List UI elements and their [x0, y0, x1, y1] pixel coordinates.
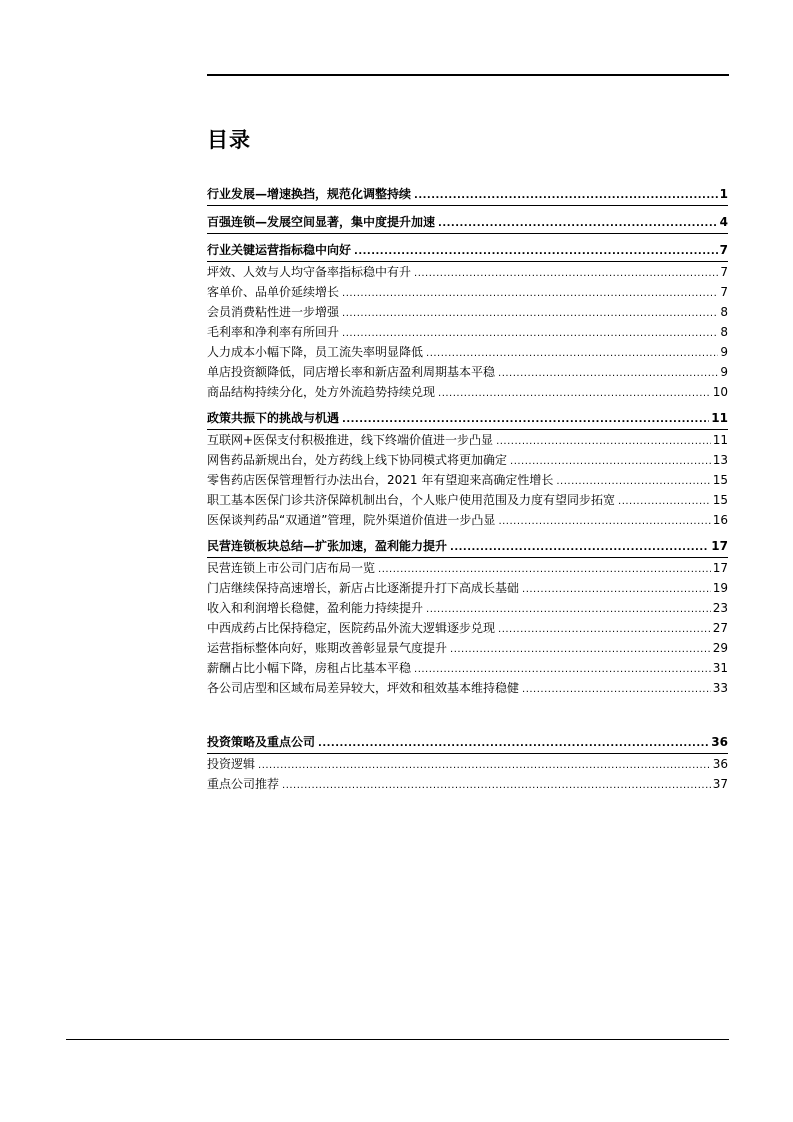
toc-entry[interactable]: [207, 262, 728, 282]
dot-leader: [522, 580, 711, 600]
toc-section: [207, 184, 728, 206]
toc-entry-label: 各公司店型和区域布局差异较大，坪效和租效基本维持稳健: [207, 681, 520, 695]
toc-page-number: 19: [712, 581, 728, 595]
toc-entry-label: 会员消费粘性进一步增强: [207, 305, 340, 319]
toc-entry[interactable]: [207, 302, 728, 322]
toc-entry[interactable]: [207, 558, 728, 578]
toc-entry-label: 收入和利润增长稳健，盈利能力持续提升: [207, 601, 424, 615]
toc-entry-label: 门店继续保持高速增长，新店占比逐渐提升打下高成长基础: [207, 581, 520, 595]
dot-leader: [414, 264, 718, 284]
header-rule: [207, 74, 729, 76]
dot-leader: [258, 756, 711, 776]
toc-page-number: 31: [712, 661, 728, 675]
toc-entry-label: 中西成药占比保持稳定，医院药品外流大逻辑逐步兑现: [207, 621, 496, 635]
dot-leader: [342, 409, 709, 430]
dot-leader: [426, 600, 711, 620]
toc-entry-label: 职工基本医保门诊共济保障机制出台，个人账户使用范围及力度有望同步拓宽: [207, 493, 616, 507]
toc-page-number: 29: [712, 641, 728, 655]
dot-leader: [342, 284, 718, 304]
toc-section-heading[interactable]: [207, 212, 728, 233]
dot-leader: [282, 776, 711, 796]
toc-entry-label: 坪效、人效与人均守备率指标稳中有升: [207, 265, 412, 279]
toc-page-number: 11: [712, 433, 728, 447]
toc-page-number: 9: [720, 345, 728, 359]
toc-page-number: 9: [720, 365, 728, 379]
toc-page-number: 27: [712, 621, 728, 635]
toc-entry[interactable]: [207, 774, 728, 794]
toc-entry[interactable]: [207, 450, 728, 470]
toc-entry[interactable]: [207, 430, 728, 450]
toc-page-number: 17: [712, 561, 728, 575]
toc-section-heading[interactable]: [207, 536, 728, 557]
toc-entry[interactable]: [207, 382, 728, 402]
toc-page-number: 33: [712, 681, 728, 695]
dot-leader: [510, 452, 711, 472]
toc-page-number: 7: [720, 265, 728, 279]
dot-leader: [354, 241, 718, 262]
toc-entry-label: 投资策略及重点公司: [207, 735, 316, 749]
toc-page-number: 1: [719, 187, 728, 201]
toc-entry-label: 民营连锁上市公司门店布局一览: [207, 561, 376, 575]
dot-leader: [378, 560, 711, 580]
toc-page-number: 13: [712, 453, 728, 467]
dot-leader: [438, 384, 711, 404]
toc-entry[interactable]: [207, 678, 728, 698]
toc-page-number: 16: [712, 513, 728, 527]
toc-section-heading[interactable]: [207, 732, 728, 753]
toc-entry[interactable]: [207, 282, 728, 302]
toc-page-number: 7: [720, 285, 728, 299]
toc-page-number: 36: [711, 735, 728, 749]
toc-page-number: 17: [711, 539, 728, 553]
toc-section: [207, 408, 728, 530]
dot-leader: [414, 185, 718, 206]
toc-entry-label: 政策共振下的挑战与机遇: [207, 411, 340, 425]
toc-entry-label: 运营指标整体向好，账期改善彰显景气度提升: [207, 641, 448, 655]
toc-page-number: 7: [719, 243, 728, 257]
toc-entry-label: 人力成本小幅下降，员工流失率明显降低: [207, 345, 424, 359]
dot-leader: [438, 213, 718, 234]
toc-entry-label: 网售药品新规出台，处方药线上线下协同模式将更加确定: [207, 453, 508, 467]
toc-entry-label: 零售药店医保管理暂行办法出台，2021 年有望迎来高确定性增长: [207, 473, 554, 487]
toc-entry[interactable]: [207, 598, 728, 618]
toc-page-number: 23: [712, 601, 728, 615]
toc-entry[interactable]: [207, 362, 728, 382]
toc-entry[interactable]: [207, 618, 728, 638]
toc-entry-label: 单店投资额降低，同店增长率和新店盈利周期基本平稳: [207, 365, 496, 379]
toc-entry-label: 重点公司推荐: [207, 777, 280, 791]
toc-entry-label: 百强连锁—发展空间显著，集中度提升加速: [207, 215, 436, 229]
toc-page-number: 15: [712, 473, 728, 487]
toc-page-number: 4: [719, 215, 728, 229]
toc-page-number: 8: [720, 305, 728, 319]
toc-entry-label: 毛利率和净利率有所回升: [207, 325, 340, 339]
toc-entry[interactable]: [207, 490, 728, 510]
toc-entry-label: 投资逻辑: [207, 757, 256, 771]
toc-entry-label: 民营连锁板块总结—扩张加速，盈利能力提升: [207, 539, 448, 553]
toc-entry[interactable]: [207, 754, 728, 774]
toc-page-number: 15: [712, 493, 728, 507]
toc-entry[interactable]: [207, 578, 728, 598]
dot-leader: [318, 733, 709, 754]
dot-leader: [556, 472, 710, 492]
toc-title: 目录: [207, 128, 251, 152]
toc-entry[interactable]: [207, 322, 728, 342]
dot-leader: [450, 537, 709, 558]
toc-section-heading[interactable]: [207, 240, 728, 261]
toc-page-number: 11: [711, 411, 728, 425]
toc-entry-label: 商品结构持续分化，处方外流趋势持续兑现: [207, 385, 436, 399]
dot-leader: [498, 620, 711, 640]
toc-section: [207, 732, 728, 794]
toc-entry-label: 行业关键运营指标稳中向好: [207, 243, 352, 257]
toc-page-number: 37: [712, 777, 728, 791]
toc-entry[interactable]: [207, 658, 728, 678]
toc-entry-label: 互联网+医保支付积极推进，线下终端价值进一步凸显: [207, 433, 494, 447]
footer-rule: [66, 1039, 729, 1040]
dot-leader: [426, 344, 718, 364]
toc-page-number: 8: [720, 325, 728, 339]
toc-entry-label: 医保谈判药品“双通道”管理，院外渠道价值进一步凸显: [207, 513, 496, 527]
table-of-contents: [207, 184, 728, 794]
dot-leader: [498, 364, 718, 384]
dot-leader: [618, 492, 711, 512]
toc-section-heading[interactable]: [207, 408, 728, 429]
toc-section: [207, 536, 728, 698]
toc-section-heading[interactable]: [207, 184, 728, 205]
toc-section: [207, 240, 728, 402]
toc-section: [207, 212, 728, 234]
toc-entry[interactable]: [207, 470, 728, 490]
toc-entry[interactable]: [207, 342, 728, 362]
dot-leader: [414, 660, 711, 680]
dot-leader: [498, 512, 710, 532]
dot-leader: [342, 324, 718, 344]
toc-page-number: 36: [712, 757, 728, 771]
toc-entry[interactable]: [207, 638, 728, 658]
toc-entry[interactable]: [207, 510, 728, 530]
toc-page-number: 10: [712, 385, 728, 399]
toc-entry-label: 客单价、品单价延续增长: [207, 285, 340, 299]
toc-entry-label: 行业发展—增速换挡，规范化调整持续: [207, 187, 412, 201]
dot-leader: [522, 680, 711, 700]
dot-leader: [496, 432, 711, 452]
toc-entry-label: 薪酬占比小幅下降，房租占比基本平稳: [207, 661, 412, 675]
dot-leader: [342, 304, 718, 324]
dot-leader: [450, 640, 711, 660]
